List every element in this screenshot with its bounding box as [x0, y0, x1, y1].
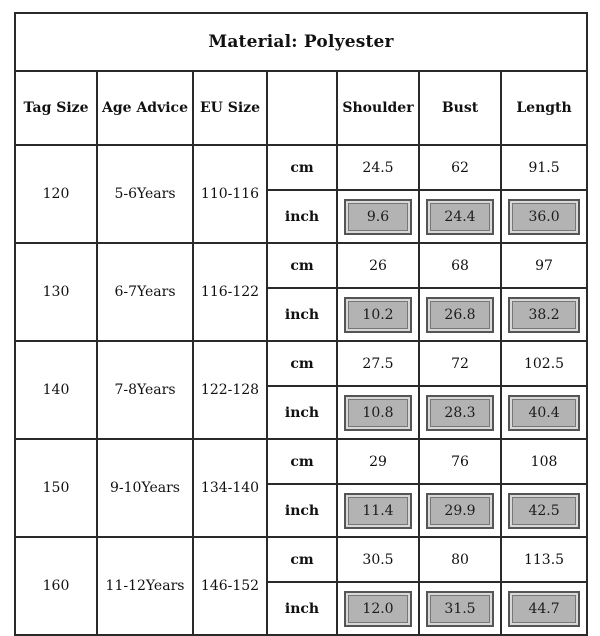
bust-inch-cell	[419, 582, 501, 635]
bust-inch-value: 29.9	[426, 493, 494, 529]
header-unit	[267, 71, 337, 145]
age-advice-cell: 7-8Years	[97, 341, 193, 439]
shoulder-inch-cell	[337, 288, 419, 341]
age-advice-cell: 11-12Years	[97, 537, 193, 635]
length-cm-cell: 91.5	[501, 145, 587, 190]
tag-size-cell: 160	[15, 537, 97, 635]
size-chart	[14, 12, 586, 617]
header-row	[15, 71, 587, 145]
shoulder-inch-value: 9.6	[344, 199, 412, 235]
eu-size-cell: 116-122	[193, 243, 267, 341]
eu-size-cell: 122-128	[193, 341, 267, 439]
eu-size-cell: 146-152	[193, 537, 267, 635]
table-row	[15, 439, 587, 484]
tag-size-cell: 120	[15, 145, 97, 243]
length-inch-cell	[501, 484, 587, 537]
eu-size-cell: 134-140	[193, 439, 267, 537]
unit-inch-cell: inch	[267, 484, 337, 537]
bust-cm-cell: 76	[419, 439, 501, 484]
shoulder-cm-cell: 30.5	[337, 537, 419, 582]
bust-cm-cell: 68	[419, 243, 501, 288]
shoulder-inch-cell	[337, 484, 419, 537]
length-inch-value: 38.2	[508, 297, 580, 333]
bust-inch-value: 31.5	[426, 591, 494, 627]
length-inch-cell	[501, 386, 587, 439]
age-advice-cell: 5-6Years	[97, 145, 193, 243]
bust-inch-cell	[419, 288, 501, 341]
age-advice-cell: 9-10Years	[97, 439, 193, 537]
shoulder-inch-cell	[337, 582, 419, 635]
shoulder-inch-value: 11.4	[344, 493, 412, 529]
length-inch-value: 36.0	[508, 199, 580, 235]
table-title: Material: Polyester	[15, 13, 587, 71]
bust-inch-cell	[419, 190, 501, 243]
bust-inch-cell	[419, 386, 501, 439]
table-row	[15, 145, 587, 190]
length-cm-cell: 113.5	[501, 537, 587, 582]
tag-size-cell: 150	[15, 439, 97, 537]
bust-inch-cell	[419, 484, 501, 537]
length-inch-value: 44.7	[508, 591, 580, 627]
bust-inch-value: 28.3	[426, 395, 494, 431]
length-inch-cell	[501, 582, 587, 635]
header-age-advice: Age Advice	[97, 71, 193, 145]
shoulder-cm-cell: 29	[337, 439, 419, 484]
shoulder-inch-value: 10.8	[344, 395, 412, 431]
tag-size-cell: 140	[15, 341, 97, 439]
header-shoulder: Shoulder	[337, 71, 419, 145]
header-eu-size: EU Size	[193, 71, 267, 145]
unit-cm-cell: cm	[267, 537, 337, 582]
shoulder-cm-cell: 26	[337, 243, 419, 288]
bust-inch-value: 24.4	[426, 199, 494, 235]
shoulder-inch-cell	[337, 386, 419, 439]
unit-inch-cell: inch	[267, 582, 337, 635]
header-length: Length	[501, 71, 587, 145]
eu-size-cell: 110-116	[193, 145, 267, 243]
header-tag-size: Tag Size	[15, 71, 97, 145]
length-inch-cell	[501, 190, 587, 243]
shoulder-inch-value: 12.0	[344, 591, 412, 627]
bust-cm-cell: 62	[419, 145, 501, 190]
length-cm-cell: 108	[501, 439, 587, 484]
table-row	[15, 243, 587, 288]
unit-cm-cell: cm	[267, 341, 337, 386]
table-row	[15, 341, 587, 386]
length-inch-value: 42.5	[508, 493, 580, 529]
table-row	[15, 537, 587, 582]
unit-inch-cell: inch	[267, 288, 337, 341]
unit-cm-cell: cm	[267, 145, 337, 190]
header-bust: Bust	[419, 71, 501, 145]
length-inch-value: 40.4	[508, 395, 580, 431]
length-inch-cell	[501, 288, 587, 341]
bust-cm-cell: 72	[419, 341, 501, 386]
shoulder-inch-value: 10.2	[344, 297, 412, 333]
shoulder-cm-cell: 27.5	[337, 341, 419, 386]
shoulder-inch-cell	[337, 190, 419, 243]
bust-cm-cell: 80	[419, 537, 501, 582]
unit-inch-cell: inch	[267, 386, 337, 439]
tag-size-cell: 130	[15, 243, 97, 341]
length-cm-cell: 97	[501, 243, 587, 288]
unit-cm-cell: cm	[267, 243, 337, 288]
bust-inch-value: 26.8	[426, 297, 494, 333]
size-table	[14, 12, 588, 636]
unit-cm-cell: cm	[267, 439, 337, 484]
length-cm-cell: 102.5	[501, 341, 587, 386]
age-advice-cell: 6-7Years	[97, 243, 193, 341]
shoulder-cm-cell: 24.5	[337, 145, 419, 190]
unit-inch-cell: inch	[267, 190, 337, 243]
